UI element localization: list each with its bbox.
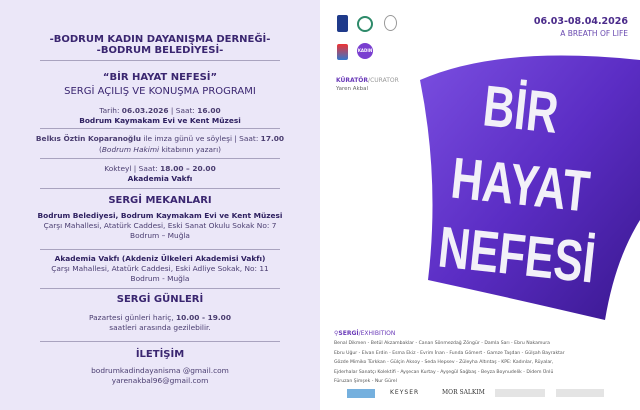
divider xyxy=(40,249,280,250)
flag-illustration xyxy=(320,0,640,330)
contact-title: İLETİŞİM xyxy=(135,349,185,360)
sponsor-logo xyxy=(347,389,375,398)
org-name: -BODRUM KADIN DAYANIŞMA DERNEĞİ- xyxy=(49,34,271,45)
talk-info: Belkıs Öztin Koparanoğlu ile imza günü ve söyleşi | Saat: 17.00 xyxy=(35,134,285,143)
days-text: Pazartesi günleri hariç, 10.00 - 19.00 xyxy=(89,313,231,322)
artist-line: Gözde Mimiko Türkkan - Gülçin Aksoy - Seda Hepsev - Züleyha Altıntaş - KPE: Kadınlar, Rüyalar, xyxy=(334,360,554,366)
divider xyxy=(40,60,280,61)
exhibition-subtitle: A BREATH OF LIFE xyxy=(560,29,628,38)
curator-name: Yaren Akbal xyxy=(336,86,369,92)
talk-book: (Bodrum Hakimi kitabının yazarı) xyxy=(98,145,222,154)
artist-line: Füruzan Şimşek - Nur Gürel xyxy=(334,379,397,385)
artist-line: Ejderhalar Sanatçı Kolektifi - Ayşecan Kurtay - Ayşegül Sağbaş - Beyza Boynudelik - Didem Ünlü xyxy=(334,369,554,375)
artist-list xyxy=(334,339,565,387)
venue-b-address: Çarşı Mahallesi, Atatürk Caddesi, Eski Adliye Sokak, No: 11 xyxy=(51,264,269,273)
divider xyxy=(40,128,280,129)
divider xyxy=(40,288,280,289)
org-name-2: -BODRUM BELEDİYESİ- xyxy=(96,45,224,56)
opening-date: Tarih: 06.03.2026 | Saat: 16.00 xyxy=(99,106,221,115)
sponsor-placeholder xyxy=(556,389,604,397)
days-text-2: saatleri arasında gezilebilir. xyxy=(109,323,211,332)
divider xyxy=(40,188,280,189)
opening-venue: Bodrum Kaymakam Evi ve Kent Müzesi xyxy=(79,116,241,125)
venue-a-name: Bodrum Belediyesi, Bodrum Kaymakam Evi ve Kent Müzesi xyxy=(37,211,283,220)
flag-text-line-2: HAYAT xyxy=(448,145,593,225)
venue-a-city: Bodrum – Muğla xyxy=(130,231,190,240)
flag-text-line-1: BİR xyxy=(480,73,562,146)
days-title: SERGİ GÜNLERİ xyxy=(116,294,204,305)
divider xyxy=(40,341,280,342)
artist-line: Ebru Uğur - Elvan Erdin - Esma Ekiz - Evrim İnan - Funda Gömert - Gamze Taşdan - Gülşah Bayraktar xyxy=(334,350,565,356)
exhibition-label: ⚲SERGİ/EXHIBITION xyxy=(334,330,396,337)
venue-a-address: Çarşı Mahallesi, Atatürk Caddesi, Eski Sanat Okulu Sokak No: 7 xyxy=(43,221,277,230)
sponsor-mor-salkim: MOR SALKIM xyxy=(442,389,485,396)
venues-title: SERGİ MEKANLARI xyxy=(108,195,212,206)
divider xyxy=(40,158,280,159)
artist-line: Benal Dikmen - Betül Akzambaklar - Canan Sönmezdağ Zöngür - Damla Sarı - Ebru Nakamura xyxy=(334,341,550,346)
venue-b-city: Bodrum - Muğla xyxy=(130,274,190,283)
badge-logo: KADIN xyxy=(357,43,373,59)
curator-label: KÜRATÖR/CURATOR xyxy=(336,77,399,84)
sponsor-placeholder xyxy=(495,389,545,397)
exhibition-title: “BİR HAYAT NEFESİ” xyxy=(102,72,218,83)
sponsor-keyser: KEYSER xyxy=(390,389,420,396)
program-title: SERGİ AÇILIŞ VE KONUŞMA PROGRAMI xyxy=(64,86,256,97)
poster-panel xyxy=(320,0,640,410)
venue-b-name: Akademia Vakfı (Akdeniz Ülkeleri Akademisi Vakfı) xyxy=(54,254,266,263)
email-1[interactable]: bodrumkadindayanisma @gmail.com xyxy=(91,366,229,375)
cocktail-venue: Akademia Vakfı xyxy=(127,174,193,183)
flag-text-line-3: NEFESİ xyxy=(435,214,599,296)
exhibition-dates: 06.03-08.04.2026 xyxy=(533,16,628,27)
cocktail-info: Kokteyl | Saat: 18.00 – 20.00 xyxy=(104,164,216,173)
email-2[interactable]: yarenakbal96@gmail.com xyxy=(111,376,209,385)
